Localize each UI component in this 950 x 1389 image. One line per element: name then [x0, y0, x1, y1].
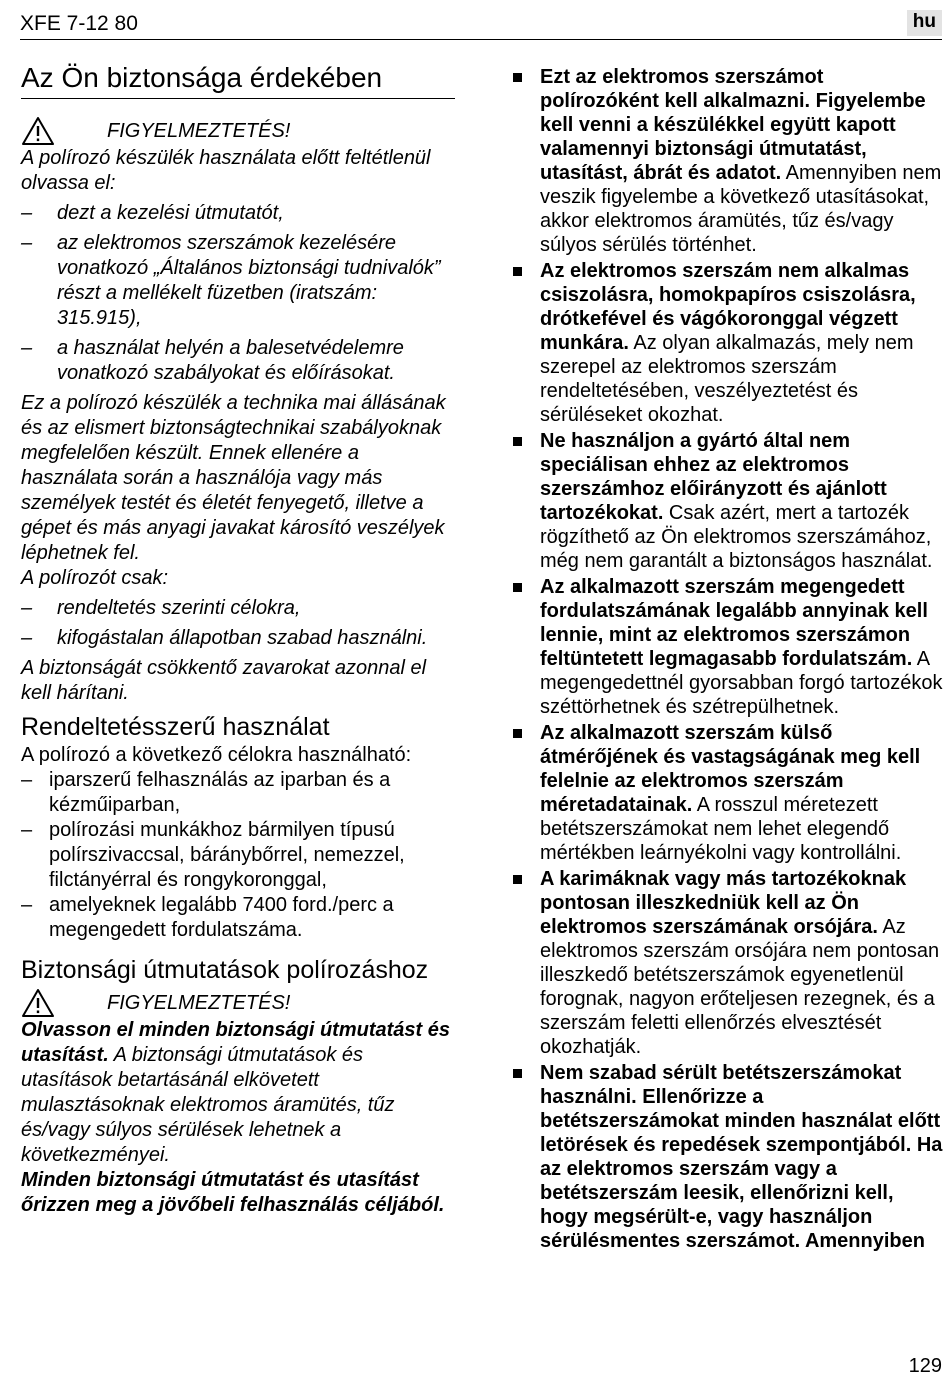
read-list [21, 201, 459, 386]
bullet-square-icon [510, 429, 540, 573]
warning-label: FIGYELMEZTETÉS! [107, 991, 291, 1014]
section-title-safety: Az Ön biztonsága érdekében [21, 62, 455, 99]
use-only-text: A polírozót csak: [21, 567, 169, 589]
language-badge: hu [907, 10, 942, 36]
state-of-art-paragraph: Ez a polírozó készülék a technika mai állásának és az elismert biztonságtechnikai szabályoknak megfelelően készült. Ennek ellenére a használata során a használója vagy más személyek testét és életét fenyegető, illetve a gépet és más anyagi javakat károsító veszélyek léphetnek fel. [21, 392, 446, 564]
list-item: Az elektromos szerszám nem alkalmas csiszolásra, homokpapíros csiszolásra, drótkefével és vágókoronggal végzett munkára. Az olyan alkalmazás, mely nem szerepel az elektromos szerszám rendeltetésében, veszélyeztetést és sérüléseket okozhat. [510, 259, 946, 427]
section-title-polishing-safety: Biztonsági útmutatások polírozáshoz [21, 956, 429, 984]
list-item: – amelyeknek legalább 7400 ford./perc a megengedett fordulatszáma. [21, 894, 394, 941]
list-item: – polírozási munkákhoz bármilyen típusú polírszivaccsal, báránybőrrel, nemezzel, filctányérral és rongykoronggal, [21, 819, 405, 891]
model-number: XFE 7-12 80 [20, 12, 138, 35]
bullet-square-icon [510, 65, 540, 257]
warning-triangle-icon [21, 116, 55, 146]
list-item: – a használat helyén a balesetvédelemre vonatkozó szabályokat és előírásokat. [21, 337, 404, 384]
use-list [21, 596, 459, 651]
bullet-square-icon [510, 575, 540, 719]
list-item: A karimáknak vagy más tartozékoknak pontosan illeszkedniük kell az Ön elektromos szerszámának orsójára. Az elektromos szerszám orsójára nem pontosan illeszkedő betétszerszámok egyenetlenül forognak, nagyon erőteljesen rezegnek, és a szerszám feletti ellenőrzés elvesztését okozhatják. [510, 867, 946, 1059]
list-item: – iparszerű felhasználás az iparban és a kézműiparban, [21, 769, 391, 816]
warning-heading [21, 116, 459, 146]
list-item: – rendeltetés szerinti célokra, [21, 597, 301, 619]
bullet-square-icon [510, 867, 540, 1059]
bullet-square-icon [510, 1061, 540, 1253]
keep-instructions-text: Minden biztonsági útmutatást és utasítást őrizzen meg a jövőbeli felhasználás céljából. [21, 1169, 445, 1216]
warning-heading [21, 988, 459, 1018]
bullet-square-icon [510, 721, 540, 865]
warning-triangle-icon [21, 988, 55, 1018]
left-column [21, 62, 459, 1218]
list-item: – az elektromos szerszámok kezelésére vonatkozó „Általános biztonsági tudnivalók” részt a mellékelt füzetben (iratszám: 315.915), [21, 232, 441, 329]
intended-intro: A polírozó a következő célokra használható: [21, 744, 412, 766]
list-item: Ne használjon a gyártó által nem speciálisan ehhez az elektromos szerszámhoz előirányzott és ajánlott tartozékokat. Csak azért, mert a tartozék rögzíthető az Ön elektromos szerszámához, még nem garantált a biztonságos használat. [510, 429, 946, 573]
warning-label: FIGYELMEZTETÉS! [107, 119, 291, 142]
list-item: Az alkalmazott szerszám megengedett fordulatszámának legalább annyinak kell lennie, mint az elektromos szerszámon feltüntetett legmagasabb fordulatszám. A megengedettnél gyorsabban forgó tartozékok széttörhetnek és szétrepülhetnek. [510, 575, 946, 719]
list-item: Az alkalmazott szerszám külső átmérőjének és vastagságának meg kell felelnie az elektromos szerszám méretadatainak. A rosszul méretezett betétszerszámokat nem lehet elegendő mértékben leárnyékolni vagy kontrollálni. [510, 721, 946, 865]
section-title-intended-use: Rendeltetésszerű használat [21, 713, 330, 741]
intro-text: A polírozó készülék használata előtt feltétlenül olvassa el: [21, 147, 431, 194]
list-item: – dezt a kezelési útmutatót, [21, 202, 284, 224]
list-item: – kifogástalan állapotban szabad használni. [21, 627, 428, 649]
safety-bullet-list [510, 65, 946, 1253]
bullet-square-icon [510, 259, 540, 427]
right-column [510, 65, 946, 1255]
intended-list [21, 768, 459, 943]
read-all-paragraph: Olvasson el minden biztonsági útmutatást és utasítást. A biztonsági útmutatások és utasítások betartásánál elkövetett mulasztásoknak elektromos áramütés, tűz és/vagy súlyos sérülések lehetnek a következményei. [21, 1019, 450, 1166]
page-number: 129 [908, 1355, 942, 1377]
list-item: Nem szabad sérült betétszerszámokat használni. Ellenőrizze a betétszerszámokat minden használat előtt letörések és repedések szempontjából. Ha az elektromos szerszám vagy a betétszerszám leesik, ellenőrizni kell, hogy megsérült-e, vagy használjon sérülésmentes szerszámot. Amennyiben [510, 1061, 946, 1253]
page-header [20, 10, 942, 40]
fix-faults-text: A biztonságát csökkentő zavarokat azonnal el kell hárítani. [21, 657, 427, 704]
list-item: Ezt az elektromos szerszámot polírozóként kell alkalmazni. Figyelembe kell venni a készülékkel együtt kapott valamennyi biztonsági útmutatást, utasítást, ábrát és adatot. Amennyiben nem veszik figyelembe a következő utasításokat, akkor elektromos áramütés, tűz és/vagy súlyos sérülés történhet. [510, 65, 946, 257]
